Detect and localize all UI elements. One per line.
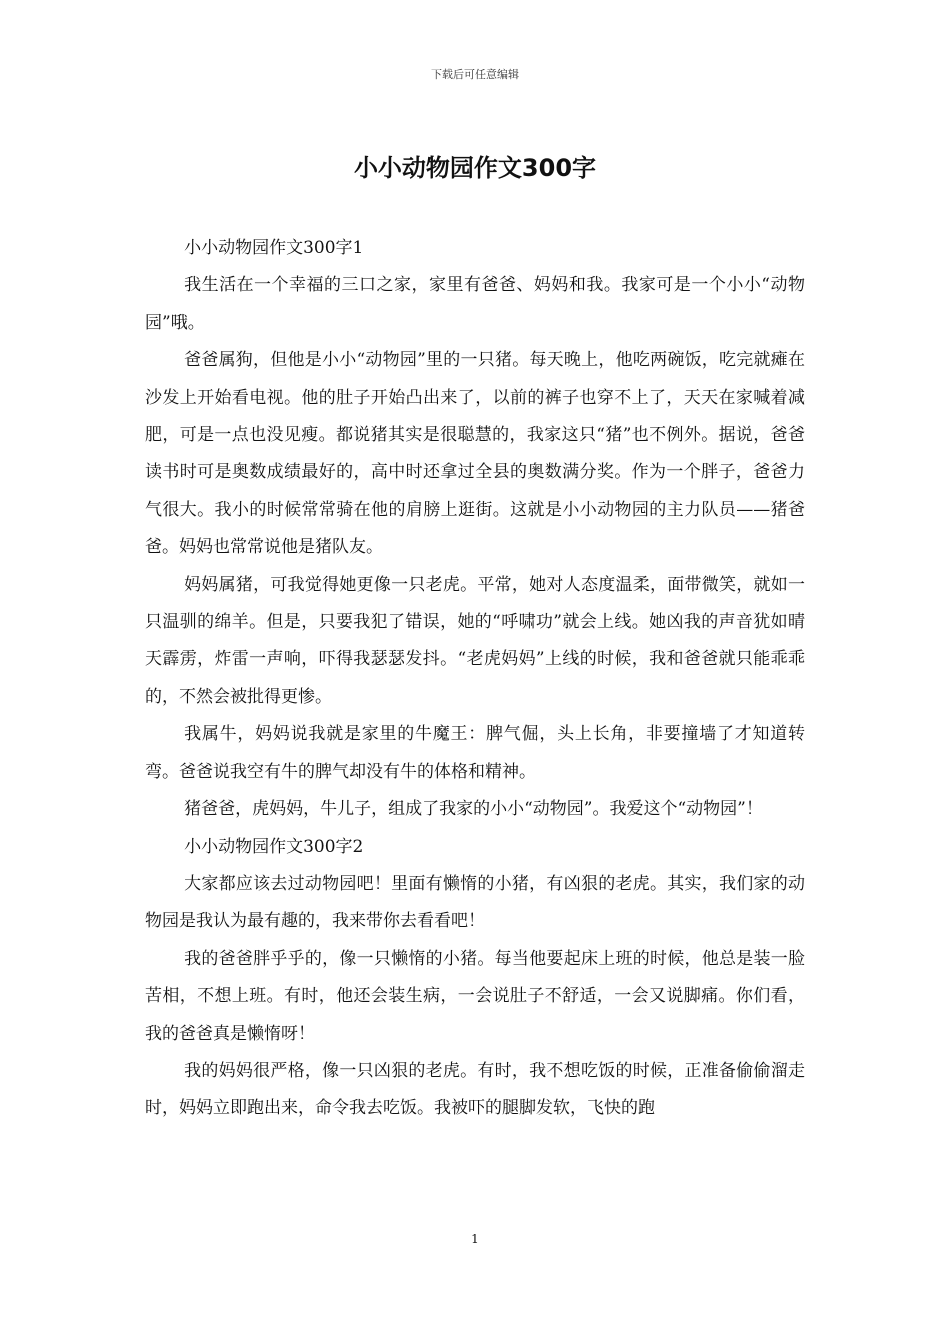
paragraph: 我属牛，妈妈说我就是家里的牛魔王：脾气倔，头上长角，非要撞墙了才知道转弯。爸爸说我空有牛的脾气却没有牛的体格和精神。 [145, 724, 805, 782]
paragraph: 猪爸爸，虎妈妈，牛儿子，组成了我家的小小“动物园”。我爱这个“动物园”！ [184, 799, 763, 820]
document-body [145, 230, 805, 1128]
document-title: 小小动物园作文300字 [353, 154, 597, 182]
paragraph: 大家都应该去过动物园吧！里面有懒惰的小猪，有凶狠的老虎。其实，我们家的动物园是我认为最有趣的，我来带你去看看吧！ [145, 873, 805, 932]
paragraph: 我的爸爸胖乎乎的，像一只懒惰的小猪。每当他要起床上班的时候，他总是装一脸苦相，不想上班。有时，他还会装生病，一会说肚子不舒适，一会又说脚痛。你们看，我的爸爸真是懒惰呀！ [145, 948, 805, 1044]
section-heading-2: 小小动物园作文300字2 [184, 836, 364, 857]
section-heading-1: 小小动物园作文300字1 [184, 238, 364, 258]
paragraph: 我的妈妈很严格，像一只凶狠的老虎。有时，我不想吃饭的时候，正准备偷偷溜走时，妈妈立即跑出来，命令我去吃饭。我被吓的腿脚发软，飞快的跑 [145, 1060, 805, 1119]
paragraph: 爸爸属狗，但他是小小“动物园”里的一只猪。每天晚上，他吃两碗饭，吃完就瘫在沙发上开始看电视。他的肚子开始凸出来了，以前的裤子也穿不上了，天天在家喊着减肥，可是一点也没见瘦。都说猪其实是很聪慧的，我家这只“猪”也不例外。据说，爸爸读书时可是奥数成绩最好的，高中时还拿过全县的奥数满分奖。作为一个胖子，爸爸力气很大。我小的时候常常骑在他的肩膀上逛街。这就是小小动物园的主力队员——猪爸爸。妈妈也常常说他是猪队友。 [145, 350, 805, 558]
paragraph: 妈妈属猪，可我觉得她更像一只老虎。平常，她对人态度温柔，面带微笑，就如一只温驯的绵羊。但是，只要我犯了错误，她的“呼啸功”就会上线。她凶我的声音犹如晴天霹雳，炸雷一声响，吓得我瑟瑟发抖。“老虎妈妈”上线的时候，我和爸爸就只能乖乖的，不然会被批得更惨。 [145, 574, 805, 707]
paragraph: 我生活在一个幸福的三口之家，家里有爸爸、妈妈和我。我家可是一个小小“动物园”哦。 [145, 275, 805, 333]
page-number: 1 [471, 1232, 479, 1246]
page-header: 下载后可任意编辑 [431, 68, 519, 81]
